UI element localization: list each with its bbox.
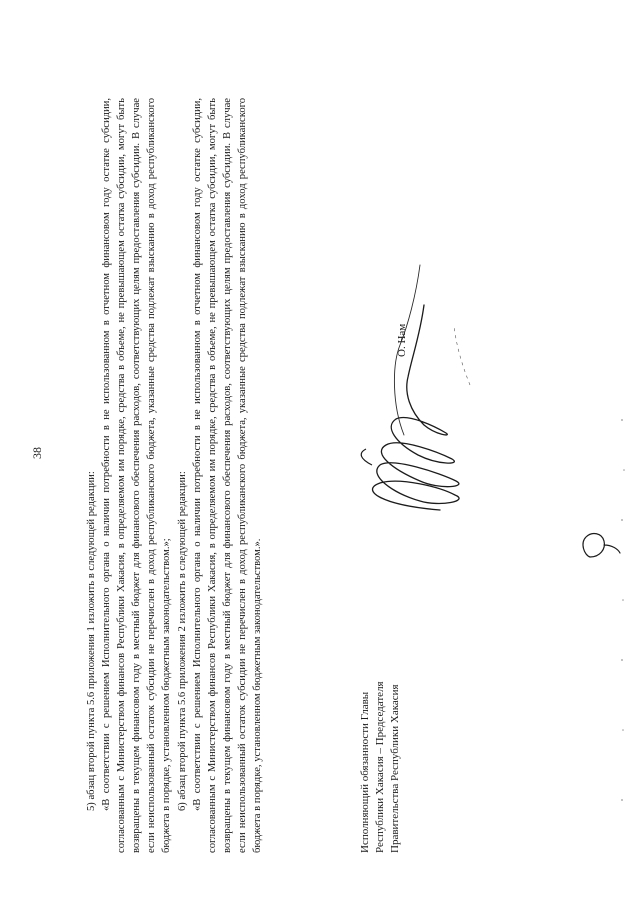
paragraph-quote-2: «В соответствии с решением Исполнительного органа о наличии потребности в не использованном в отчетном финансовом году остатке субсидии, согласованным с Министерством финансов Республики Хакасия, в определяемом им порядке, средства в объеме, не превышающем остатка субсидии, могут быть возвращены в текущем финансовом году в местный бюджет для финансового обеспечения расходов, соответствующих целям предоставления субсидии. В случае если неиспользованный остаток субсидии не перечислен в доход республиканского бюджета, указанные средства подлежат взысканию в доход республиканского бюджета в порядке, установленном бюджетным законодательством.». (191, 98, 264, 853)
paragraph-item-6: 6) абзац второй пункта 5.6 приложения 2 изложить в следующей редакции: (176, 471, 188, 811)
signer-name: О. Нам (396, 323, 408, 357)
signatory-title (358, 653, 404, 853)
page-number: 38 (30, 447, 44, 459)
signatory-title-line: Республики Хакасия – Председателя (374, 681, 387, 853)
paragraph-item-5: 5) абзац второй пункта 5.6 приложения 1 изложить в следующей редакции: (86, 471, 97, 811)
signatory-title-line: Правительства Республики Хакасия (389, 684, 402, 853)
document-body (84, 98, 265, 853)
paragraph-quote-1: «В соответствии с решением Исполнительного органа о наличии потребности в не использованном в отчетном финансовом году остатке субсидии, согласованным с Министерством финансов Республики Хакасия, в определяемом им порядке, средства в объеме, не превышающем остатка субсидии, могут быть возвращены в текущем финансовом году в местный бюджет для финансового обеспечения расходов, соответствующих целям предоставления субсидии. В случае если неиспользованный остаток субсидии не перечислен в доход республиканского бюджета, указанные средства подлежат взысканию в доход республиканского бюджета в порядке, установленном бюджетным законодательством.»; (101, 98, 173, 853)
signatory-title-line: Исполняющий обязанности Главы (359, 691, 371, 853)
